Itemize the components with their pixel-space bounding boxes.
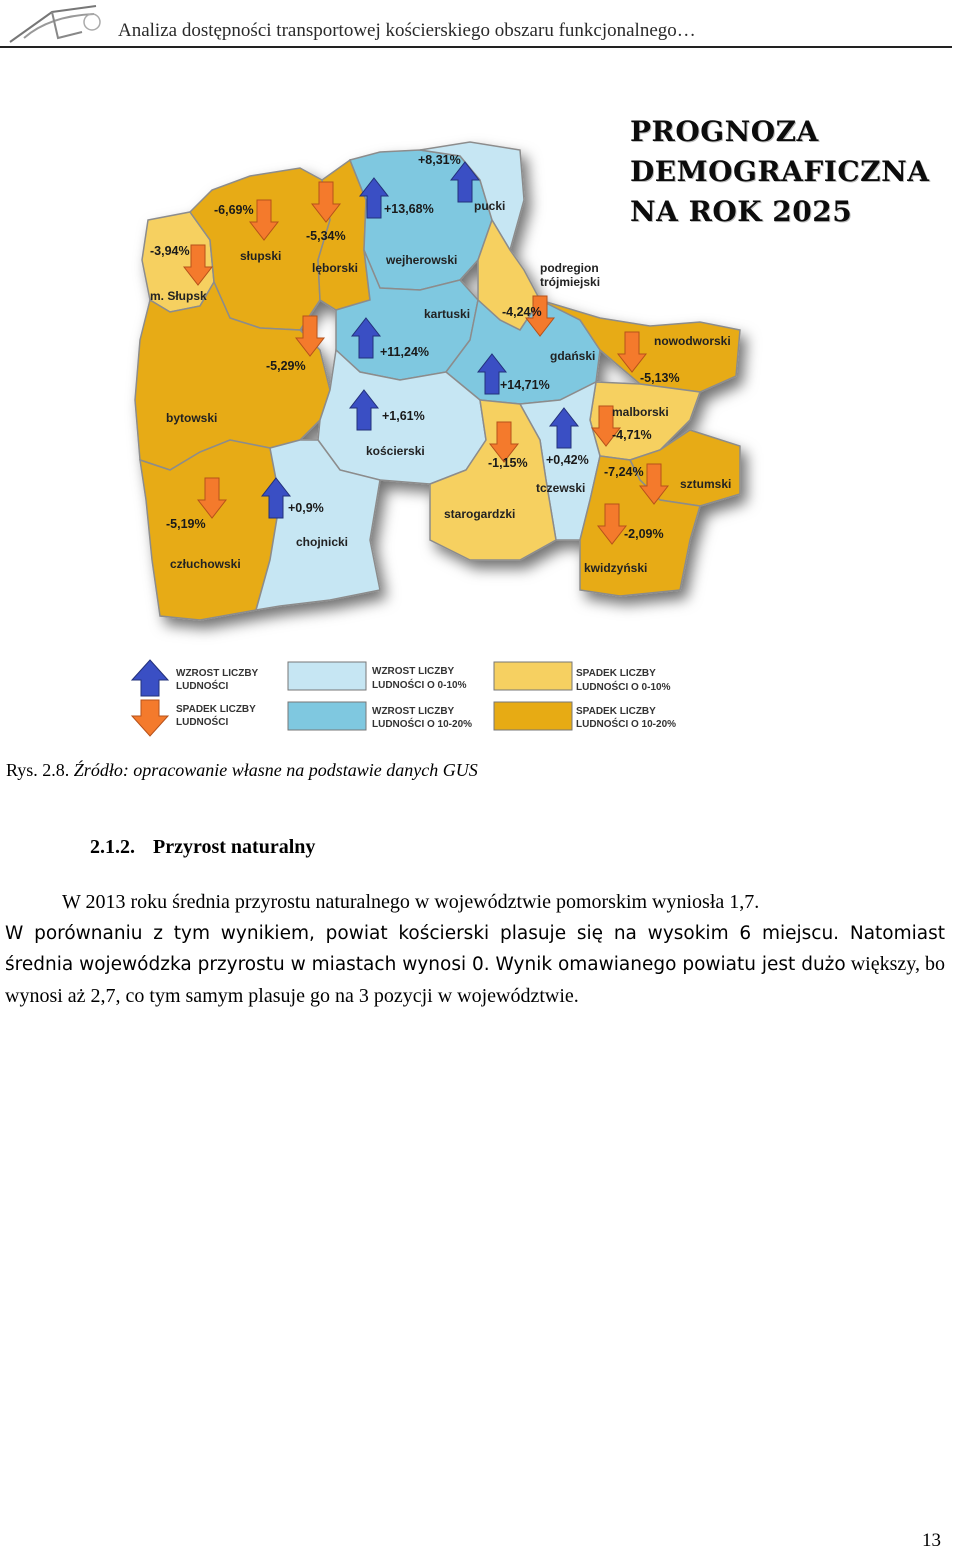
region-name-label: kościerski: [366, 444, 425, 458]
header-rule: [0, 46, 952, 48]
region-name-label: m. Słupsk: [150, 289, 207, 303]
legend-label: WZROST LICZBY: [176, 668, 259, 679]
region-change-value: +8,31%: [418, 153, 461, 167]
legend-decline-0-10-swatch: [494, 662, 572, 690]
region-name-label: wejherowski: [386, 253, 458, 267]
legend-growth-0-10-swatch: [288, 662, 366, 690]
region-name-label: lęborski: [312, 261, 359, 275]
legend-decline-arrow-icon: [132, 700, 168, 736]
legend-label: LUDNOŚCI: [176, 681, 229, 692]
map-title: [630, 112, 929, 232]
map-title-line-1: PROGNOZA: [630, 115, 819, 148]
region-change-value: +0,42%: [546, 453, 589, 467]
region-change-value: +1,61%: [382, 409, 425, 423]
region-change-value: -1,15%: [488, 456, 528, 470]
region-change-value: +13,68%: [384, 202, 434, 216]
region-change-value: -4,24%: [502, 305, 542, 319]
region-name-label: podregion: [540, 261, 599, 275]
region-name-label: malborski: [612, 405, 669, 419]
region-czluchowski: [140, 440, 280, 620]
paragraph-line-1: W 2013 roku średnia przyrostu naturalnego w województwie pomorskim wyniosła 1,7.: [62, 891, 760, 913]
legend-label: SPADEK LICZBY: [576, 706, 656, 717]
legend-label: WZROST LICZBY: [372, 706, 455, 717]
region-change-value: -2,09%: [624, 527, 664, 541]
legend-label: LUDNOŚCI: [176, 717, 229, 728]
legend-label: SPADEK LICZBY: [576, 668, 656, 679]
body-paragraph: [5, 887, 945, 1011]
region-name-label: nowodworski: [654, 334, 731, 348]
map-title-line-3: NA ROK 2025: [630, 195, 853, 228]
legend-label: LUDNOŚCI O 0-10%: [372, 680, 467, 691]
region-name-label: człuchowski: [170, 557, 241, 571]
page-number: 13: [922, 1530, 941, 1551]
legend-label: LUDNOŚCI O 0-10%: [576, 682, 671, 693]
region-change-value: -5,13%: [640, 371, 680, 385]
logo-icon: [4, 2, 104, 46]
figure-caption: [6, 760, 478, 781]
section-heading: [90, 836, 315, 859]
region-change-value: -6,69%: [214, 203, 254, 217]
region-name-label: bytowski: [166, 411, 218, 425]
region-name-label: kartuski: [424, 307, 471, 321]
map-title-line-2: DEMOGRAFICZNA: [630, 155, 930, 188]
paragraph-serif-text: większy, bo wynosi aż 2,7, co tym samym plasuje go na 3 pozycji w województwie.: [5, 953, 945, 1007]
caption-text: Źródło: opracowanie własne na podstawie danych GUS: [73, 760, 478, 780]
region-name-label: chojnicki: [296, 535, 349, 549]
legend-label: LUDNOŚCI O 10-20%: [576, 719, 677, 730]
page-header: [0, 0, 960, 52]
legend-growth-arrow-icon: [132, 660, 168, 696]
region-change-value: +11,24%: [380, 345, 430, 359]
section-number: 2.1.2.: [90, 836, 135, 858]
section-title: Przyrost naturalny: [153, 836, 316, 858]
region-name-label: słupski: [240, 249, 282, 263]
legend-growth-10-20-swatch: [288, 702, 366, 730]
region-change-value: -7,24%: [604, 465, 644, 479]
region-name-label: gdański: [550, 349, 596, 363]
region-change-value: -4,71%: [612, 428, 652, 442]
region-name-label: sztumski: [680, 477, 732, 491]
map-legend: [132, 660, 676, 736]
paragraph-sans-text: W porównaniu z tym wynikiem, powiat kościerski plasuje się na wysokim 6 miejscu. Natomiast średnia wojewódzka przyrostu w miastach wynosi 0. Wynik omawianego powiatu jest dużo: [5, 922, 945, 975]
region-name-label: tczewski: [536, 481, 586, 495]
region-name-label: kwidzyński: [584, 561, 648, 575]
header-title: Analiza dostępności transportowej kościerskiego obszaru funkcjonalnego…: [118, 20, 696, 41]
legend-label: LUDNOŚCI O 10-20%: [372, 719, 473, 730]
region-name-label: starogardzki: [444, 507, 516, 521]
region-change-value: -5,19%: [166, 517, 206, 531]
region-name-label: trójmiejski: [540, 275, 601, 289]
region-change-value: +0,9%: [288, 501, 324, 515]
region-change-value: -5,34%: [306, 229, 346, 243]
legend-label: SPADEK LICZBY: [176, 704, 256, 715]
region-change-value: -3,94%: [150, 244, 190, 258]
region-name-label: pucki: [474, 199, 506, 213]
legend-label: WZROST LICZBY: [372, 666, 455, 677]
caption-prefix: Rys. 2.8.: [6, 760, 74, 780]
region-change-value: +14,71%: [500, 378, 550, 392]
region-change-value: -5,29%: [266, 359, 306, 373]
legend-decline-10-20-swatch: [494, 702, 572, 730]
